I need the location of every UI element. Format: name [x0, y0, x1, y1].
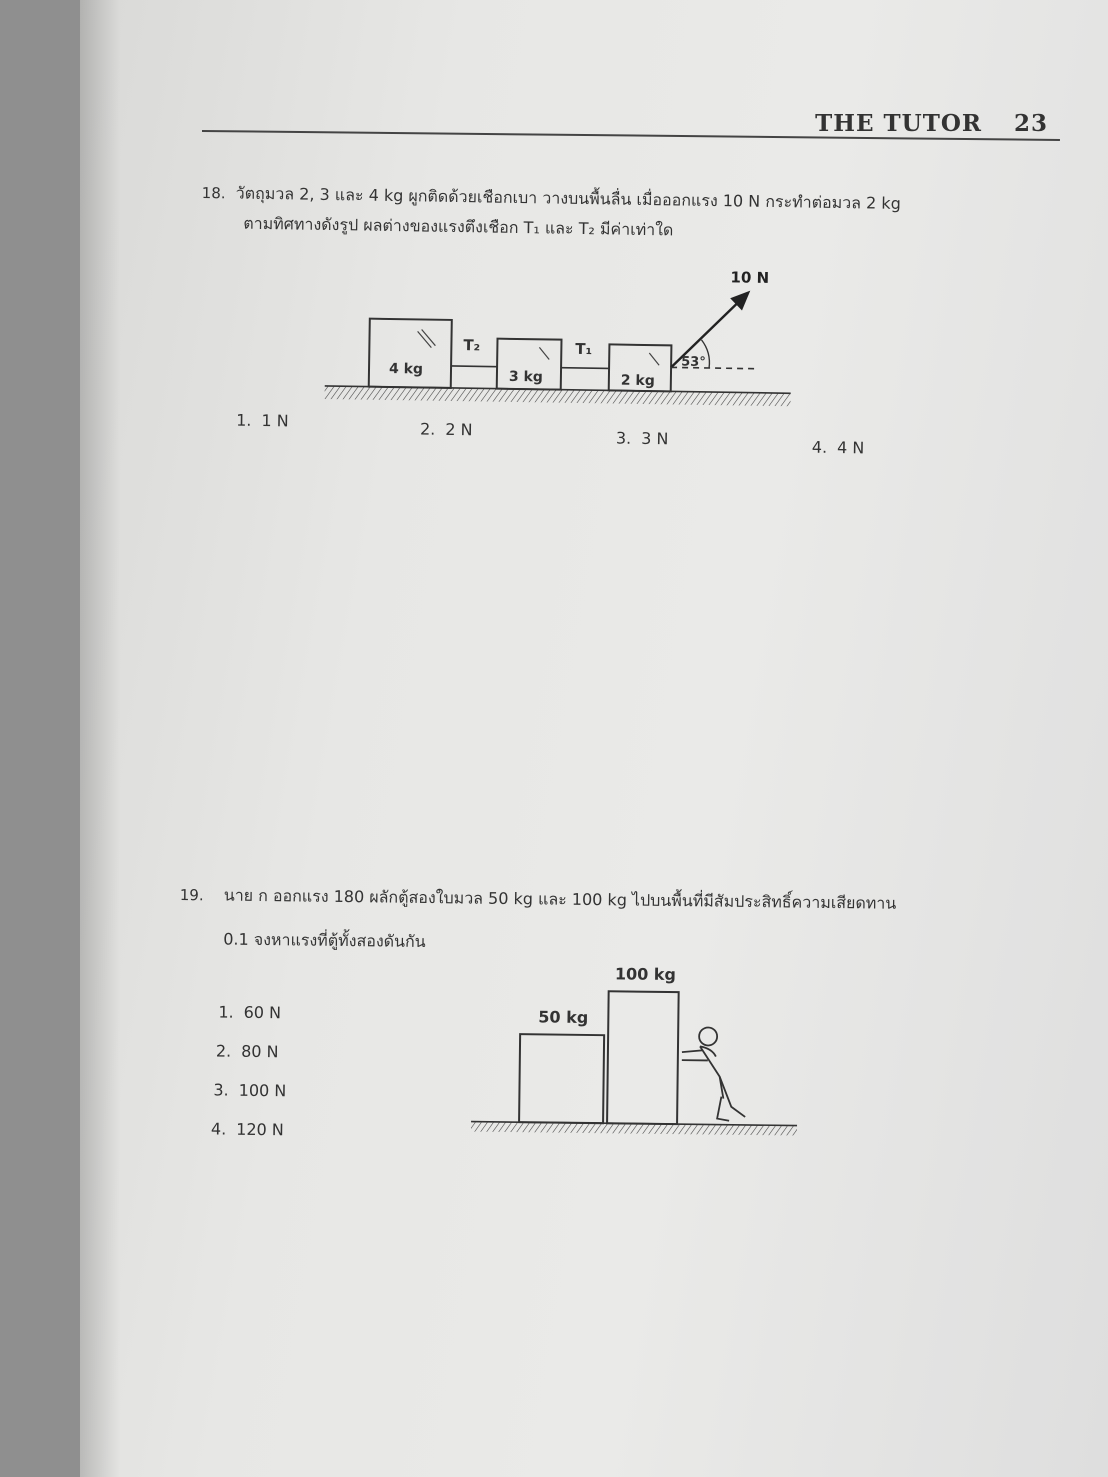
page-header	[815, 110, 1048, 137]
question-text-line-1: นาย ก ออกแรง 180 ผลักตู้สองใบมวล 50 kg และ 100 kg ไปบนพื้นที่มีสัมประสิทธิ์ความเสียดทาน	[223, 885, 897, 913]
option-4[interactable]: 4. 4 N	[811, 437, 865, 458]
box-50kg	[519, 1034, 604, 1123]
rope-t1-label: T₁	[575, 339, 593, 359]
box-100kg	[607, 991, 679, 1124]
rope-t2	[451, 366, 497, 367]
rope-t2-label: T₂	[463, 336, 481, 355]
block-2kg-text: 2 kg	[620, 372, 655, 390]
question-text-line-2: ตามทิศทางดังรูป ผลต่างของแรงตึงเชือก T₁ และ T₂ มีค่าเท่าใด	[243, 213, 674, 240]
page-number: 23	[1013, 110, 1048, 137]
question-19	[176, 880, 1059, 1181]
boxes-figure	[467, 954, 809, 1158]
question-number: 19.	[179, 885, 204, 905]
header-title: THE TUTOR	[815, 110, 982, 137]
angle-label: 53°	[681, 354, 706, 370]
option-1[interactable]: 1. 1 N	[236, 410, 289, 431]
block-4kg-label: 4 kg	[388, 360, 424, 378]
person-pushing-icon	[681, 1027, 746, 1121]
option-1[interactable]: 1. 60 N	[218, 1002, 282, 1023]
block-3kg-label: 3 kg	[508, 368, 543, 386]
option-2[interactable]: 2. 2 N	[419, 419, 473, 440]
question-text-line-1: วัตถุมวล 2, 3 และ 4 kg ผูกติดด้วยเชือกเบา วางบนพื้นลื่น เมื่อออกแรง 10 N กระทำต่อมวล 2 kg	[235, 183, 901, 213]
blocks-figure	[318, 262, 800, 430]
question-text-line-2: 0.1 จงหาแรงที่ตู้ทั้งสองดันกัน	[223, 929, 426, 952]
block-4kg	[369, 319, 452, 388]
option-4[interactable]: 4. 120 N	[210, 1119, 284, 1140]
force-label: 10 N	[730, 268, 770, 287]
option-3[interactable]: 3. 3 N	[615, 428, 669, 449]
book-page	[80, 0, 1108, 1477]
box-50kg-label: 50 kg	[538, 1007, 589, 1027]
option-2[interactable]: 2. 80 N	[215, 1041, 279, 1062]
rope-t1	[561, 368, 609, 369]
question-number: 18.	[201, 183, 226, 203]
box-100kg-label: 100 kg	[614, 964, 677, 985]
option-3[interactable]: 3. 100 N	[213, 1080, 287, 1101]
question-18	[197, 178, 1061, 481]
